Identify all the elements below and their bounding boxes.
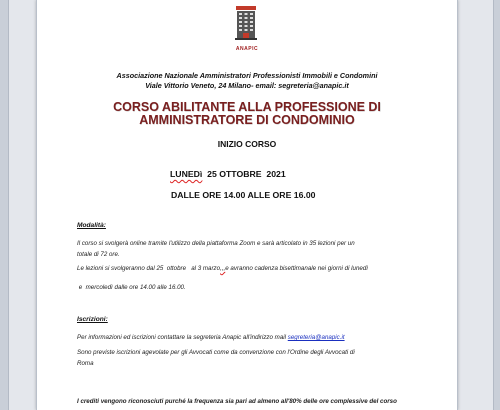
iscrizioni-p2-line1: Sono previste iscrizioni agevolate per gli Avvocati come da convenzione con l'Ordine degli Avvocati di — [77, 349, 355, 356]
course-start-date — [170, 169, 286, 179]
start-day: LUNEDì — [170, 169, 203, 179]
email-link[interactable]: segreteria@anapic.it — [287, 334, 345, 341]
modalita-heading: Modalità: — [77, 222, 106, 229]
course-title-line1: CORSO ABILITANTE ALLA PROFESSIONE DI — [113, 100, 381, 114]
iscrizioni-paragraph-1 — [77, 332, 427, 343]
window-right-edge — [493, 0, 500, 410]
modalita-paragraph-3: e mercoledì dalle ore 14.00 alle 16.00. — [77, 284, 186, 291]
iscrizioni-heading: Iscrizioni: — [77, 316, 108, 323]
modalita-p2-part2: ,,, — [220, 265, 226, 272]
modalita-p2-part3: e avranno cadenza bisettimanale nei giorni di lunedì — [225, 265, 369, 272]
credits-note: I crediti vengono riconosciuti purché la frequenza sia pari ad almeno all'80% delle ore complessive del corso — [77, 398, 397, 405]
modalita-p1-line1: Il corso si svolgerà online tramite l'utilizzo della piattaforma Zoom e sarà articolato in 35 lezioni per un — [77, 240, 355, 247]
course-start-label: INIZIO CORSO — [217, 139, 277, 149]
course-hours: DALLE ORE 14.00 ALLE ORE 16.00 — [171, 190, 316, 200]
modalita-paragraph-2 — [77, 263, 427, 274]
modalita-p2-part1: Le lezioni si svolgeranno dal 25 ottobre al 3 marzo — [77, 265, 221, 272]
start-date-value: 25 OTTOBRE 2021 — [202, 169, 286, 179]
association-name: Associazione Nazionale Amministratori Professionisti Immobili e Condomini — [116, 71, 378, 80]
iscrizioni-p1-text: Per informazioni ed iscrizioni contattare la segreteria Anapic all'indirizzo mail — [77, 334, 288, 341]
document-page — [36, 0, 458, 410]
logo-caption: ANAPIC — [235, 46, 259, 52]
window-left-edge — [0, 0, 9, 410]
iscrizioni-p2-line2: Roma — [77, 360, 94, 367]
course-title-line2: AMMINISTRATORE DI CONDOMINIO — [139, 113, 355, 127]
modalita-paragraph-1 — [77, 238, 427, 260]
iscrizioni-paragraph-2 — [77, 347, 427, 369]
modalita-p1-line2: totale di 72 ore. — [77, 251, 120, 258]
association-address: Viale Vittorio Veneto, 24 Milano- email: segreteria@anapic.it — [145, 81, 349, 90]
anapic-logo — [235, 6, 257, 42]
